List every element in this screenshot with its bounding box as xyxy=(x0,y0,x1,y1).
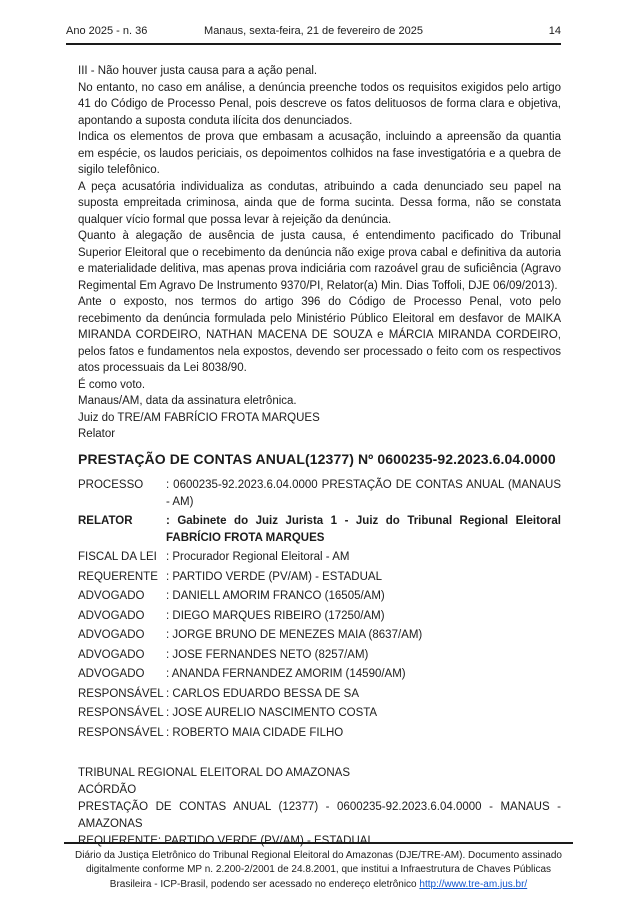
table-row xyxy=(78,723,561,743)
page-number: 14 xyxy=(548,25,561,37)
body-paragraph: No entanto, no caso em análise, a denúncia preenche todos os requisitos exigidos pelo artigo 41 do Código de Processo Penal, pois descreve os fatos delituosos de forma clara e objetiva, apontando a suposta conduta ilícita dos denunciados. xyxy=(78,81,561,127)
row-value: : CARLOS EDUARDO BESSA DE SA xyxy=(166,687,360,700)
date-label: Manaus, sexta-feira, 21 de fevereiro de 2025 xyxy=(204,25,423,37)
acordao-block xyxy=(78,765,561,850)
row-label: ADVOGADO xyxy=(78,629,145,641)
footer-link[interactable]: http://www.tre-am.jus.br/ xyxy=(419,878,528,890)
signature-line: Juiz do TRE/AM FABRÍCIO FROTA MARQUES xyxy=(78,411,320,424)
table-row xyxy=(78,512,561,548)
row-value: : Gabinete do Juiz Jurista 1 - Juiz do Tribunal Regional Eleitoral FABRÍCIO FROTA MARQUES xyxy=(166,515,561,544)
table-row xyxy=(78,626,561,646)
table-row xyxy=(78,567,561,587)
row-value: : PARTIDO VERDE (PV/AM) - ESTADUAL xyxy=(166,570,382,583)
row-label: ADVOGADO xyxy=(78,609,145,622)
table-row xyxy=(78,606,561,626)
acordao-paragraph: ACÓRDÃO xyxy=(78,783,137,796)
body-paragraph: Manaus/AM, data da assinatura eletrônica. xyxy=(78,395,297,407)
table-row xyxy=(78,476,561,512)
row-value: : JORGE BRUNO DE MENEZES MAIA (8637/AM) xyxy=(166,629,423,641)
row-value: : ROBERTO MAIA CIDADE FILHO xyxy=(166,726,344,739)
body-paragraph: É como voto. xyxy=(78,378,146,391)
page-header xyxy=(66,25,561,45)
document-body xyxy=(78,63,561,850)
acordao-paragraph: REQUERENTE: PARTIDO VERDE (PV/AM) - ESTADUAL xyxy=(78,834,374,847)
row-label: RESPONSÁVEL xyxy=(78,726,164,739)
row-label: ADVOGADO xyxy=(78,590,145,602)
row-value: : DIEGO MARQUES RIBEIRO (17250/AM) xyxy=(166,609,385,622)
body-paragraph: III - Não houver justa causa para a ação penal. xyxy=(78,65,318,77)
row-label: REQUERENTE xyxy=(78,570,158,583)
table-row xyxy=(78,704,561,724)
body-paragraph: Ante o exposto, nos termos do artigo 396 do Código de Processo Penal, voto pelo recebimento da denúncia formulada pelo Ministério Público Eleitoral em desfavor de MAIKA MIRANDA CORDEIRO, NATHAN MACENA DE SOUZA e MÁRCIA MIRANDA CORDEIRO, pelos fatos e fundamentos nela expostos, devendo ser processado o feito com os respectivos atos processuais da Lei 8038/90. xyxy=(78,296,561,374)
row-label: RESPONSÁVEL xyxy=(78,707,164,719)
table-row xyxy=(78,684,561,704)
edition-label: Ano 2025 - n. 36 xyxy=(66,25,148,37)
row-value: : ANANDA FERNANDEZ AMORIM (14590/AM) xyxy=(166,668,406,680)
row-label: RELATOR xyxy=(78,515,133,527)
body-paragraph: Indica os elementos de prova que embasam a acusação, incluindo a apreensão da quantia em espécie, os laudos periciais, os depoimentos colhidos na fase investigatória e a quebra de sigilo telefônico. xyxy=(78,131,561,176)
row-value: : DANIELL AMORIM FRANCO (16505/AM) xyxy=(166,590,385,602)
body-paragraph: A peça acusatória individualiza as condutas, atribuindo a cada denunciado seu papel na suposta empreitada criminosa, ainda que de forma sucinta. Dessa forma, não se constata qualquer vício formal que possa levar à rejeição da denúncia. xyxy=(78,180,561,226)
row-label: FISCAL DA LEI xyxy=(78,551,157,563)
body-paragraph: Quanto à alegação de ausência de justa causa, é entendimento pacificado do Tribunal Superior Eleitoral que o recebimento da denúncia não exige prova cabal e definitiva da autoria e materialidade delitiva, mas apenas prova indiciária com razoável grau de suficiência (Agravo Regimental Em Agravo De Instrumento 9370/PI, Relator(a) Min. Dias Toffoli, DJE 06/09/2013). xyxy=(78,230,561,292)
acordao-paragraph: TRIBUNAL REGIONAL ELEITORAL DO AMAZONAS xyxy=(78,766,351,779)
table-row xyxy=(78,548,561,568)
footer-text: Diário da Justiça Eletrônico do Tribunal Regional Eleitoral do Amazonas (DJE/TRE-AM). Documento assinado digitalmente conforme MP n. 2.200-2/2001 de 24.8.2001, que institui a Infraestrutura de Chaves Públicas Brasileira - ICP-Brasil, podendo ser acessado no endereço eletrônico xyxy=(75,849,562,890)
row-value: : Procurador Regional Eleitoral - AM xyxy=(166,551,350,563)
case-table xyxy=(78,476,561,743)
row-label: PROCESSO xyxy=(78,479,144,491)
row-value: : 0600235-92.2023.6.04.0000 PRESTAÇÃO DE CONTAS ANUAL (MANAUS - AM) xyxy=(166,479,561,508)
row-label: RESPONSÁVEL xyxy=(78,687,164,700)
row-value: : JOSE AURELIO NASCIMENTO COSTA xyxy=(166,707,378,719)
row-value: : JOSE FERNANDES NETO (8257/AM) xyxy=(166,648,369,661)
table-row xyxy=(78,645,561,665)
row-label: ADVOGADO xyxy=(78,648,145,661)
relator-line: Relator xyxy=(78,428,116,440)
table-row xyxy=(78,587,561,607)
section-title: PRESTAÇÃO DE CONTAS ANUAL(12377) Nº 0600235-92.2023.6.04.0000 xyxy=(78,450,556,467)
page-footer xyxy=(64,842,573,893)
acordao-paragraph: PRESTAÇÃO DE CONTAS ANUAL (12377) - 0600235-92.2023.6.04.0000 - MANAUS - AMAZONAS xyxy=(78,800,561,830)
row-label: ADVOGADO xyxy=(78,668,145,680)
table-row xyxy=(78,665,561,685)
